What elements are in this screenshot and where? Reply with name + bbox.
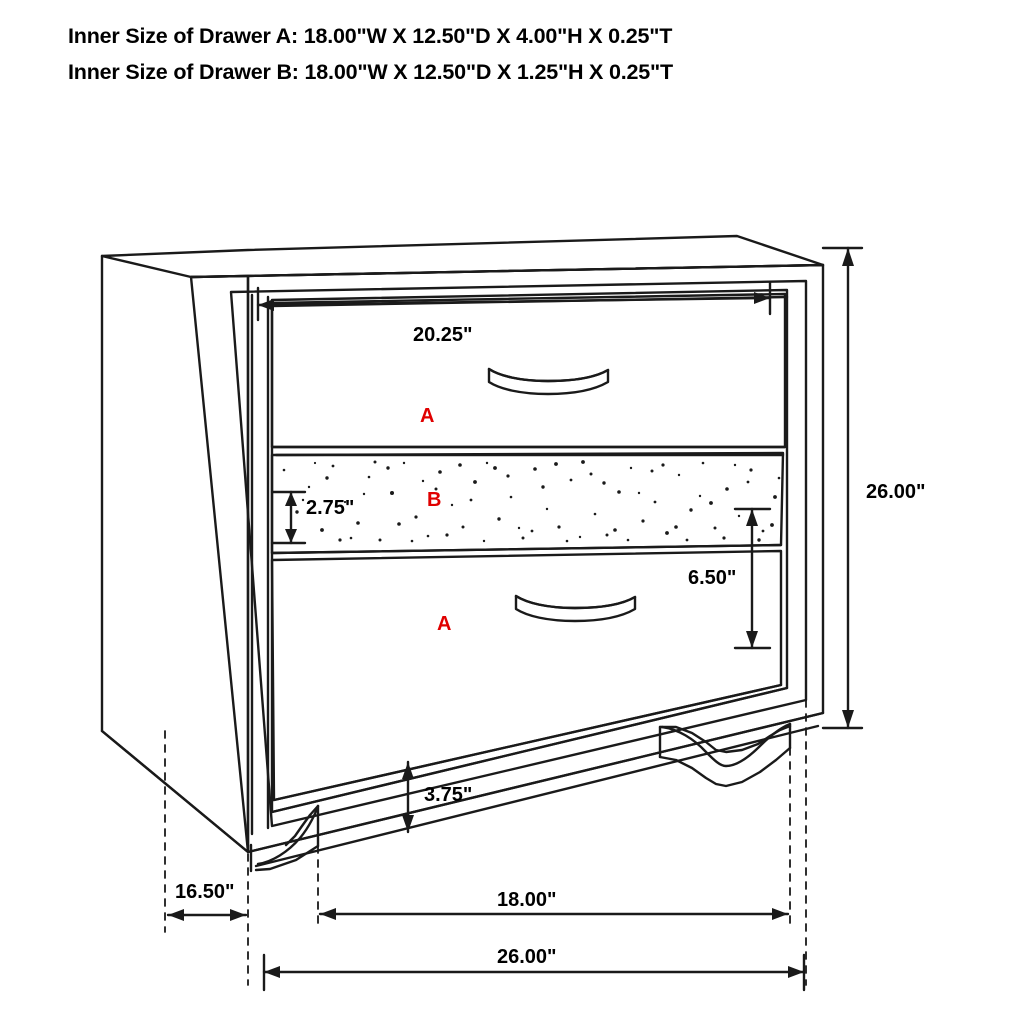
drawer-a-spec-text: Inner Size of Drawer A: 18.00"W X 12.50"D X 4.00"H X 0.25"T xyxy=(68,24,673,48)
dim-depth: 16.50" xyxy=(175,881,235,903)
dim-leg-span-width: 18.00" xyxy=(497,889,557,911)
dim-overall-width: 26.00" xyxy=(497,946,557,968)
dim-leg-height: 3.75" xyxy=(424,784,473,806)
dim-accent-drawer-height: 2.75" xyxy=(306,497,355,519)
dim-overall-height: 26.00" xyxy=(866,481,926,503)
drawer-b-spec-text: Inner Size of Drawer B: 18.00"W X 12.50"D X 1.25"H X 0.25"T xyxy=(68,60,673,84)
drawer-label-bottom-a: A xyxy=(437,613,452,635)
dim-drawer-front-width: 20.25" xyxy=(413,324,473,346)
drawer-label-top-a: A xyxy=(420,405,435,427)
accent-drawer-texture xyxy=(283,460,781,542)
drawer-label-middle-b: B xyxy=(427,489,442,511)
dim-lower-drawer-height: 6.50" xyxy=(688,567,737,589)
